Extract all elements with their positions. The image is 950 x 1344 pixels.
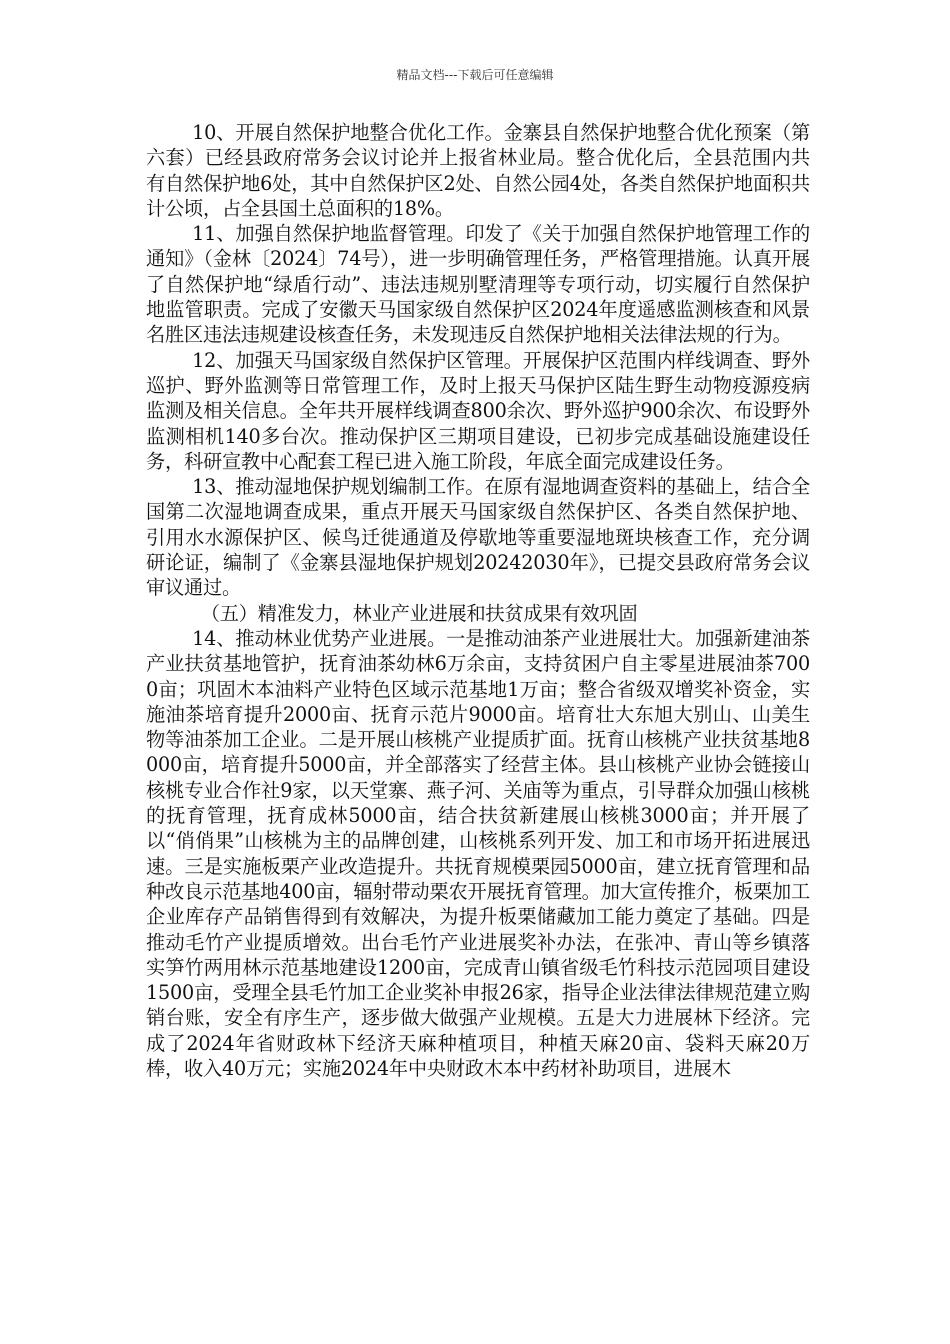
paragraph-13: 13、推动湿地保护规划编制工作。在原有湿地调查资料的基础上，结合全国第二次湿地调查成果，重点开展天马国家级自然保护区、各类自然保护地、引用水水源保护区、候鸟迁徙通道及停歇地等重要湿地斑块核查工作，充分调研论证，编制了《金寨县湿地保护规划20242030年》，已提交县政府常务会议审议通过。 [146, 475, 810, 600]
section-heading-5: （五）精准发力，林业产业进展和扶贫成果有效巩固 [200, 601, 638, 625]
paragraph-12: 12、加强天马国家级自然保护区管理。开展保护区范围内样线调查、野外巡护、野外监测等日常管理工作，及时上报天马保护区陆生野生动物疫源疫病监测及相关信息。全年共开展样线调查800余次、野外巡护900余次、布设野外监测相机140多台次。推动保护区三期项目建设，已初步完成基础设施建设任务，科研宣教中心配套工程已进入施工阶段，年底全面完成建设任务。 [146, 348, 810, 473]
paragraph-10: 10、开展自然保护地整合优化工作。金寨县自然保护地整合优化预案（第六套）已经县政府常务会议讨论并上报省林业局。整合优化后，全县范围内共有自然保护地6处，其中自然保护区2处、自然公园4处，各类自然保护地面积共计公顷，占全县国土总面积的18%。 [146, 121, 810, 220]
document-body [146, 120, 810, 1081]
paragraph-14: 14、推动林业优势产业进展。一是推动油茶产业进展壮大。加强新建油茶产业扶贫基地管护，抚育油茶幼林6万余亩，支持贫困户自主零星进展油茶7000亩；巩固木本油料产业特色区域示范基地1万亩；整合省级双增奖补资金，实施油茶培育提升2000亩、抚育示范片9000亩。培育壮大东旭大别山、山美生物等油茶加工企业。二是开展山核桃产业提质扩面。抚育山核桃产业扶贫基地8000亩，培育提升5000亩，并全部落实了经营主体。县山核桃产业协会链接山核桃专业合作社9家，以天堂寨、燕子河、关庙等为重点，引导群众加强山核桃的抚育管理，抚育成林5000亩，结合扶贫新建展山核桃3000亩；并开展了以“俏俏果”山核桃为主的品牌创建，山核桃系列开发、加工和市场开拓进展迅速。三是实施板栗产业改造提升。共抚育规模栗园5000亩，建立抚育管理和品种改良示范基地400亩，辐射带动栗农开展抚育管理。加大宣传推介，板栗加工企业库存产品销售得到有效解决，为提升板栗储藏加工能力奠定了基础。四是推动毛竹产业提质增效。出台毛竹产业进展奖补办法，在张冲、青山等乡镇落实笋竹两用林示范基地建设1200亩，完成青山镇省级毛竹科技示范园项目建设1500亩，受理全县毛竹加工企业奖补申报26家，指导企业法律法律规范建立购销台账，安全有序生产，逐步做大做强产业规模。五是大力进展林下经济。完成了2024年省财政林下经济天麻种植项目，种植天麻20亩、袋料天麻20万棒，收入40万元；实施2024年中央财政木本中药材补助项目，进展木 [146, 626, 810, 1080]
page-header: 精品文档---下载后可任意编辑 [396, 68, 554, 82]
paragraph-11: 11、加强自然保护地监督管理。印发了《关于加强自然保护地管理工作的通知》（金林〔2024〕74号），进一步明确管理任务，严格管理措施。认真开展了自然保护地“绿盾行动”、违法违规别墅清理等专项行动，切实履行自然保护地监管职责。完成了安徽天马国家级自然保护区2024年度遥感监测核查和风景名胜区违法违规建设核查任务，未发现违反自然保护地相关法律法规的行为。 [146, 222, 810, 347]
